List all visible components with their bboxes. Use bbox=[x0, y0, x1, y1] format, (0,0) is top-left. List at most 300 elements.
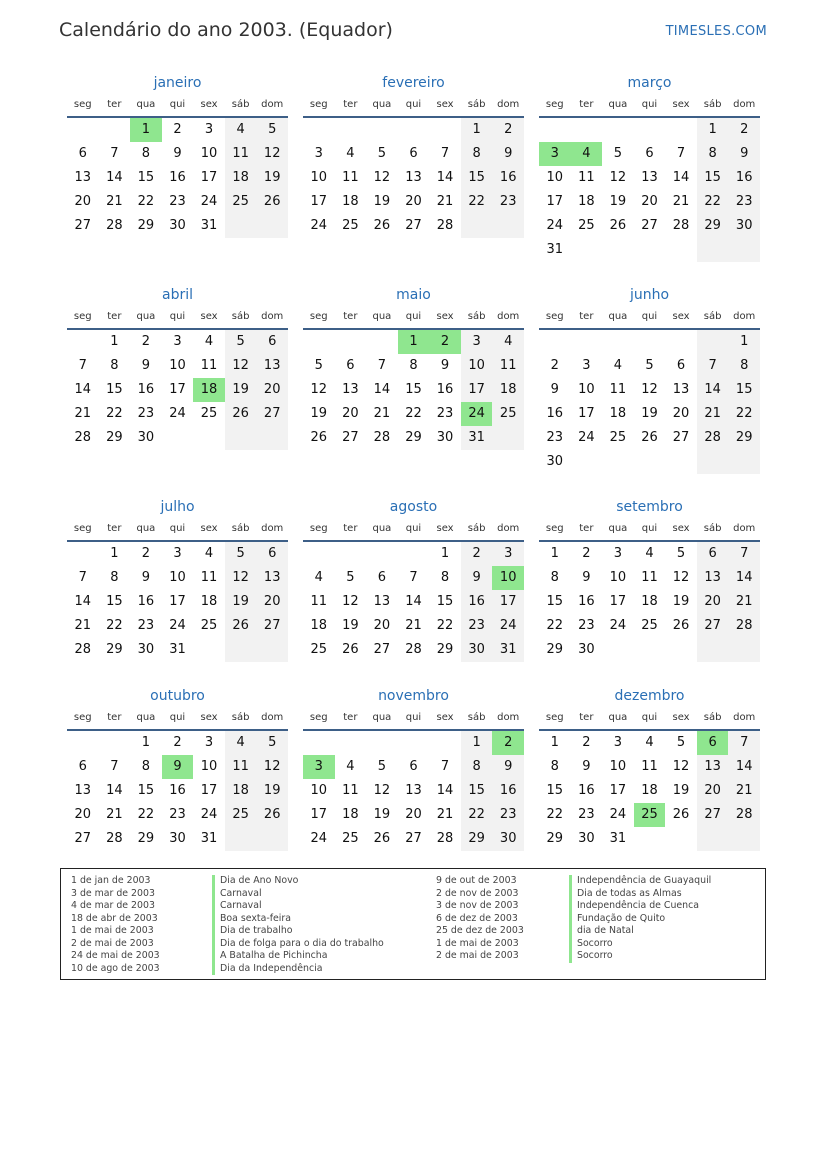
day-cell: 26 bbox=[225, 614, 257, 638]
empty-day-cell bbox=[665, 450, 697, 474]
day-cell: 4 bbox=[225, 731, 257, 755]
holiday-day-cell: 1 bbox=[398, 330, 430, 354]
day-cell: 22 bbox=[137, 194, 155, 209]
empty-day-cell bbox=[665, 827, 697, 851]
weekday-header bbox=[67, 707, 288, 731]
day-cell: 3 bbox=[173, 334, 182, 349]
month-outubro bbox=[67, 685, 288, 851]
day-cell: 11 bbox=[641, 570, 658, 585]
weekday-label: sáb bbox=[703, 311, 722, 322]
day-cell: 5 bbox=[314, 358, 323, 373]
holiday-day-cell: 4 bbox=[571, 142, 603, 166]
weekday-label: dom bbox=[733, 311, 756, 322]
day-cell: 16 bbox=[137, 594, 155, 609]
day-cell: 22 bbox=[137, 807, 155, 822]
day-cell: 2 bbox=[550, 358, 559, 373]
day-cell: 21 bbox=[728, 779, 760, 803]
day-cell: 1 bbox=[697, 118, 729, 142]
day-cell: 9 bbox=[173, 146, 182, 161]
day-cell: 28 bbox=[405, 642, 422, 657]
weekday-label: qui bbox=[169, 523, 186, 534]
empty-day-cell bbox=[256, 426, 288, 450]
weekday-label: ter bbox=[579, 712, 594, 723]
day-cell: 31 bbox=[200, 831, 218, 846]
month-name: julho bbox=[160, 499, 195, 515]
day-cell: 11 bbox=[200, 570, 218, 585]
weekday-label: seg bbox=[73, 712, 92, 723]
day-cell: 4 bbox=[645, 735, 654, 750]
day-cell: 8 bbox=[550, 759, 559, 774]
legend-holiday-name: Dia de todas as Almas bbox=[569, 888, 711, 901]
day-cell: 2 bbox=[582, 735, 591, 750]
day-cell: 18 bbox=[342, 807, 359, 822]
weekday-label: qui bbox=[169, 311, 186, 322]
empty-day-cell bbox=[728, 450, 760, 474]
day-cell: 1 bbox=[550, 546, 559, 561]
day-cell: 17 bbox=[200, 783, 218, 798]
empty-day-cell bbox=[162, 426, 194, 450]
weekday-label: sáb bbox=[231, 523, 250, 534]
day-cell: 21 bbox=[436, 194, 454, 209]
weekday-label: qui bbox=[641, 712, 658, 723]
day-cell: 11 bbox=[641, 759, 658, 774]
weekday-label: sex bbox=[200, 99, 218, 110]
empty-day-cell bbox=[602, 118, 634, 142]
day-cell: 16 bbox=[578, 783, 595, 798]
day-cell: 27 bbox=[256, 402, 288, 426]
weekday-label: seg bbox=[545, 523, 564, 534]
day-cell: 29 bbox=[728, 426, 760, 450]
day-cell: 9 bbox=[440, 358, 450, 373]
month-setembro bbox=[539, 496, 760, 662]
day-cell: 20 bbox=[74, 807, 92, 822]
day-cell: 23 bbox=[169, 194, 186, 209]
day-cell: 17 bbox=[492, 590, 524, 614]
weekday-label: seg bbox=[545, 311, 564, 322]
legend-date: 1 de mai de 2003 bbox=[71, 925, 154, 936]
days-grid bbox=[303, 118, 524, 238]
day-cell: 30 bbox=[578, 831, 595, 846]
day-cell: 5 bbox=[346, 570, 355, 585]
day-cell: 14 bbox=[436, 783, 454, 798]
day-cell: 20 bbox=[256, 378, 288, 402]
day-cell: 15 bbox=[106, 382, 123, 397]
day-cell: 11 bbox=[225, 755, 257, 779]
legend-holiday-name: Dia de folga para o dia do trabalho bbox=[212, 938, 384, 951]
day-cell: 15 bbox=[405, 382, 422, 397]
day-cell: 6 bbox=[645, 146, 654, 161]
weekday-label: sáb bbox=[467, 712, 486, 723]
day-cell: 20 bbox=[697, 779, 729, 803]
empty-day-cell bbox=[335, 542, 367, 566]
legend-date: 10 de ago de 2003 bbox=[71, 962, 160, 974]
weekday-label: qui bbox=[405, 712, 422, 723]
weekday-header bbox=[67, 94, 288, 118]
day-cell: 7 bbox=[377, 358, 387, 373]
day-cell: 19 bbox=[342, 618, 359, 633]
day-cell: 11 bbox=[310, 594, 328, 609]
day-cell: 3 bbox=[582, 358, 591, 373]
day-cell: 11 bbox=[609, 382, 627, 397]
empty-day-cell bbox=[335, 731, 367, 755]
day-cell: 6 bbox=[78, 146, 87, 161]
empty-day-cell bbox=[429, 731, 461, 755]
holiday-day-cell: 1 bbox=[130, 118, 162, 142]
empty-day-cell bbox=[256, 827, 288, 851]
legend-date: 25 de dez de 2003 bbox=[436, 925, 524, 936]
day-cell: 3 bbox=[461, 330, 493, 354]
day-cell: 31 bbox=[200, 218, 218, 233]
weekday-label: qua bbox=[372, 712, 392, 723]
day-cell: 25 bbox=[492, 402, 524, 426]
day-cell: 8 bbox=[550, 570, 559, 585]
day-cell: 16 bbox=[492, 166, 524, 190]
empty-day-cell bbox=[571, 330, 603, 354]
weekday-label: qui bbox=[641, 523, 658, 534]
weekday-label: sáb bbox=[467, 311, 486, 322]
weekday-label: ter bbox=[579, 99, 594, 110]
day-cell: 26 bbox=[342, 642, 359, 657]
weekday-label: qui bbox=[641, 99, 658, 110]
empty-day-cell bbox=[634, 330, 666, 354]
empty-day-cell bbox=[99, 118, 131, 142]
day-cell: 4 bbox=[225, 118, 257, 142]
weekday-label: sex bbox=[436, 712, 454, 723]
day-cell: 1 bbox=[461, 731, 493, 755]
day-cell: 1 bbox=[141, 735, 151, 750]
day-cell: 24 bbox=[200, 807, 218, 822]
brand-link[interactable]: TIMESLES.COM bbox=[665, 24, 767, 39]
day-cell: 7 bbox=[728, 731, 760, 755]
day-cell: 23 bbox=[492, 190, 524, 214]
day-cell: 7 bbox=[440, 146, 450, 161]
weekday-label: dom bbox=[733, 523, 756, 534]
weekday-label: qua bbox=[608, 99, 628, 110]
legend-holiday-name: Dia de Ano Novo bbox=[212, 875, 384, 888]
days-grid bbox=[67, 118, 288, 238]
day-cell: 20 bbox=[641, 194, 658, 209]
day-cell: 16 bbox=[137, 382, 155, 397]
weekday-header bbox=[303, 94, 524, 118]
day-cell: 14 bbox=[697, 378, 729, 402]
day-cell: 26 bbox=[672, 618, 690, 633]
empty-day-cell bbox=[571, 238, 603, 262]
day-cell: 17 bbox=[310, 194, 328, 209]
day-cell: 28 bbox=[106, 831, 123, 846]
day-cell: 18 bbox=[578, 194, 595, 209]
empty-day-cell bbox=[225, 638, 257, 662]
month-abril bbox=[67, 284, 288, 450]
day-cell: 15 bbox=[137, 170, 155, 185]
day-cell: 15 bbox=[546, 594, 564, 609]
day-cell: 28 bbox=[74, 642, 92, 657]
weekday-label: sex bbox=[436, 99, 454, 110]
day-cell: 25 bbox=[641, 618, 658, 633]
day-cell: 28 bbox=[373, 430, 391, 445]
day-cell: 11 bbox=[342, 783, 359, 798]
day-cell: 31 bbox=[169, 642, 186, 657]
empty-day-cell bbox=[366, 542, 398, 566]
empty-day-cell bbox=[398, 118, 430, 142]
day-cell: 21 bbox=[373, 406, 391, 421]
holiday-day-cell: 18 bbox=[193, 378, 225, 402]
weekday-label: seg bbox=[309, 99, 328, 110]
day-cell: 19 bbox=[225, 590, 257, 614]
day-cell: 24 bbox=[310, 831, 328, 846]
weekday-label: qua bbox=[372, 523, 392, 534]
day-cell: 28 bbox=[672, 218, 690, 233]
day-cell: 16 bbox=[492, 779, 524, 803]
day-cell: 17 bbox=[169, 594, 186, 609]
day-cell: 23 bbox=[578, 618, 595, 633]
weekday-label: seg bbox=[309, 311, 328, 322]
weekday-label: qua bbox=[372, 311, 392, 322]
day-cell: 13 bbox=[256, 354, 288, 378]
day-cell: 27 bbox=[405, 218, 422, 233]
day-cell: 24 bbox=[609, 807, 627, 822]
empty-day-cell bbox=[697, 638, 729, 662]
day-cell: 17 bbox=[200, 170, 218, 185]
day-cell: 22 bbox=[728, 402, 760, 426]
day-cell: 6 bbox=[78, 759, 87, 774]
empty-day-cell bbox=[492, 214, 524, 238]
day-cell: 5 bbox=[676, 735, 686, 750]
day-cell: 30 bbox=[546, 454, 564, 469]
holiday-day-cell: 3 bbox=[539, 142, 571, 166]
day-cell: 8 bbox=[697, 142, 729, 166]
day-cell: 9 bbox=[461, 566, 493, 590]
day-cell: 30 bbox=[436, 430, 454, 445]
month-janeiro bbox=[67, 72, 288, 238]
day-cell: 9 bbox=[550, 382, 559, 397]
weekday-label: seg bbox=[73, 311, 92, 322]
month-junho bbox=[539, 284, 760, 474]
days-grid bbox=[539, 731, 760, 851]
day-cell: 4 bbox=[645, 546, 654, 561]
day-cell: 7 bbox=[409, 570, 418, 585]
day-cell: 9 bbox=[582, 759, 591, 774]
weekday-header bbox=[303, 518, 524, 542]
day-cell: 11 bbox=[578, 170, 595, 185]
day-cell: 27 bbox=[405, 831, 422, 846]
day-cell: 24 bbox=[169, 406, 186, 421]
day-cell: 22 bbox=[546, 618, 564, 633]
day-cell: 7 bbox=[110, 759, 119, 774]
empty-day-cell bbox=[429, 118, 461, 142]
weekday-label: sex bbox=[672, 99, 690, 110]
day-cell: 5 bbox=[377, 146, 387, 161]
day-cell: 13 bbox=[672, 382, 690, 397]
day-cell: 7 bbox=[440, 759, 450, 774]
day-cell: 5 bbox=[225, 542, 257, 566]
day-cell: 1 bbox=[550, 735, 559, 750]
day-cell: 25 bbox=[609, 430, 627, 445]
day-cell: 28 bbox=[436, 831, 454, 846]
day-cell: 14 bbox=[728, 755, 760, 779]
weekday-label: qui bbox=[405, 311, 422, 322]
day-cell: 13 bbox=[373, 594, 391, 609]
day-cell: 4 bbox=[204, 334, 214, 349]
weekday-header bbox=[67, 306, 288, 330]
day-cell: 17 bbox=[546, 194, 564, 209]
empty-day-cell bbox=[492, 426, 524, 450]
month-name: junho bbox=[629, 287, 670, 303]
day-cell: 19 bbox=[373, 194, 391, 209]
weekday-header bbox=[303, 306, 524, 330]
empty-day-cell bbox=[303, 330, 335, 354]
weekday-label: sex bbox=[672, 523, 690, 534]
day-cell: 13 bbox=[256, 566, 288, 590]
day-cell: 31 bbox=[609, 831, 627, 846]
day-cell: 21 bbox=[436, 807, 454, 822]
weekday-label: sex bbox=[672, 311, 690, 322]
weekday-label: qua bbox=[608, 311, 628, 322]
empty-day-cell bbox=[634, 118, 666, 142]
page-title: Calendário do ano 2003. (Equador) bbox=[59, 19, 393, 41]
day-cell: 20 bbox=[405, 807, 422, 822]
day-cell: 3 bbox=[613, 735, 623, 750]
day-cell: 10 bbox=[169, 570, 186, 585]
day-cell: 31 bbox=[546, 242, 564, 257]
day-cell: 5 bbox=[256, 118, 288, 142]
day-cell: 12 bbox=[609, 170, 627, 185]
day-cell: 29 bbox=[546, 831, 564, 846]
empty-day-cell bbox=[602, 638, 634, 662]
day-cell: 1 bbox=[110, 334, 119, 349]
weekday-header bbox=[303, 707, 524, 731]
weekday-label: qua bbox=[136, 523, 156, 534]
day-cell: 30 bbox=[137, 430, 155, 445]
day-cell: 5 bbox=[676, 546, 686, 561]
day-cell: 7 bbox=[676, 146, 686, 161]
day-cell: 23 bbox=[546, 430, 564, 445]
day-cell: 19 bbox=[256, 779, 288, 803]
day-cell: 10 bbox=[578, 382, 595, 397]
day-cell: 30 bbox=[169, 218, 186, 233]
weekday-label: sáb bbox=[467, 523, 486, 534]
empty-day-cell bbox=[697, 238, 729, 262]
day-cell: 21 bbox=[74, 406, 92, 421]
day-cell: 17 bbox=[609, 783, 627, 798]
days-grid bbox=[303, 330, 524, 450]
empty-day-cell bbox=[634, 827, 666, 851]
day-cell: 15 bbox=[137, 783, 155, 798]
day-cell: 18 bbox=[641, 783, 658, 798]
day-cell: 6 bbox=[346, 358, 355, 373]
day-cell: 12 bbox=[342, 594, 359, 609]
day-cell: 29 bbox=[461, 827, 493, 851]
legend-date: 6 de dez de 2003 bbox=[436, 912, 518, 924]
weekday-label: qui bbox=[405, 523, 422, 534]
weekday-header bbox=[539, 518, 760, 542]
weekday-label: dom bbox=[497, 523, 520, 534]
day-cell: 7 bbox=[78, 570, 87, 585]
day-cell: 11 bbox=[342, 170, 359, 185]
day-cell: 2 bbox=[492, 118, 524, 142]
empty-day-cell bbox=[665, 638, 697, 662]
weekday-label: sáb bbox=[703, 523, 722, 534]
day-cell: 15 bbox=[697, 166, 729, 190]
month-agosto bbox=[303, 496, 524, 662]
day-cell: 24 bbox=[169, 618, 186, 633]
day-cell: 13 bbox=[405, 170, 422, 185]
empty-day-cell bbox=[225, 426, 257, 450]
day-cell: 7 bbox=[110, 146, 119, 161]
day-cell: 21 bbox=[74, 618, 92, 633]
day-cell: 22 bbox=[546, 807, 564, 822]
day-cell: 16 bbox=[578, 594, 595, 609]
day-cell: 10 bbox=[310, 170, 328, 185]
day-cell: 1 bbox=[110, 546, 119, 561]
weekday-label: sex bbox=[436, 523, 454, 534]
day-cell: 17 bbox=[609, 594, 627, 609]
day-cell: 5 bbox=[645, 358, 654, 373]
day-cell: 6 bbox=[377, 570, 387, 585]
day-cell: 6 bbox=[256, 330, 288, 354]
day-cell: 24 bbox=[200, 194, 218, 209]
holiday-day-cell: 25 bbox=[634, 803, 666, 827]
day-cell: 13 bbox=[74, 170, 92, 185]
day-cell: 29 bbox=[137, 831, 155, 846]
day-cell: 23 bbox=[728, 190, 760, 214]
weekday-label: sex bbox=[200, 712, 218, 723]
day-cell: 29 bbox=[137, 218, 155, 233]
holiday-day-cell: 10 bbox=[492, 566, 524, 590]
weekday-header bbox=[67, 518, 288, 542]
legend-holiday-name: Fundação de Quito bbox=[569, 913, 711, 926]
day-cell: 9 bbox=[141, 570, 151, 585]
day-cell: 25 bbox=[578, 218, 595, 233]
day-cell: 17 bbox=[310, 807, 328, 822]
day-cell: 8 bbox=[409, 358, 418, 373]
legend-date: 18 de abr de 2003 bbox=[71, 912, 158, 924]
day-cell: 4 bbox=[204, 546, 214, 561]
legend-holiday-name: Carnaval bbox=[212, 900, 384, 913]
month-novembro bbox=[303, 685, 524, 851]
day-cell: 5 bbox=[613, 146, 623, 161]
day-cell: 16 bbox=[169, 170, 186, 185]
weekday-label: sáb bbox=[231, 99, 250, 110]
day-cell: 6 bbox=[697, 542, 729, 566]
day-cell: 3 bbox=[204, 735, 214, 750]
day-cell: 20 bbox=[373, 618, 391, 633]
weekday-label: ter bbox=[343, 712, 358, 723]
day-cell: 9 bbox=[728, 142, 760, 166]
empty-day-cell bbox=[665, 330, 697, 354]
day-cell: 8 bbox=[461, 755, 493, 779]
day-cell: 11 bbox=[200, 358, 218, 373]
day-cell: 19 bbox=[641, 406, 658, 421]
day-cell: 30 bbox=[169, 831, 186, 846]
weekday-label: sex bbox=[200, 311, 218, 322]
day-cell: 6 bbox=[409, 146, 418, 161]
weekday-label: sex bbox=[436, 311, 454, 322]
day-cell: 30 bbox=[137, 642, 155, 657]
day-cell: 30 bbox=[461, 638, 493, 662]
empty-day-cell bbox=[398, 731, 430, 755]
weekday-label: qua bbox=[136, 712, 156, 723]
day-cell: 21 bbox=[672, 194, 690, 209]
day-cell: 14 bbox=[74, 382, 92, 397]
day-cell: 25 bbox=[310, 642, 328, 657]
empty-day-cell bbox=[67, 731, 99, 755]
day-cell: 22 bbox=[436, 618, 454, 633]
day-cell: 2 bbox=[141, 334, 151, 349]
day-cell: 26 bbox=[373, 831, 391, 846]
legend-holiday-name: Socorro bbox=[569, 950, 711, 963]
empty-day-cell bbox=[571, 118, 603, 142]
day-cell: 27 bbox=[672, 430, 690, 445]
